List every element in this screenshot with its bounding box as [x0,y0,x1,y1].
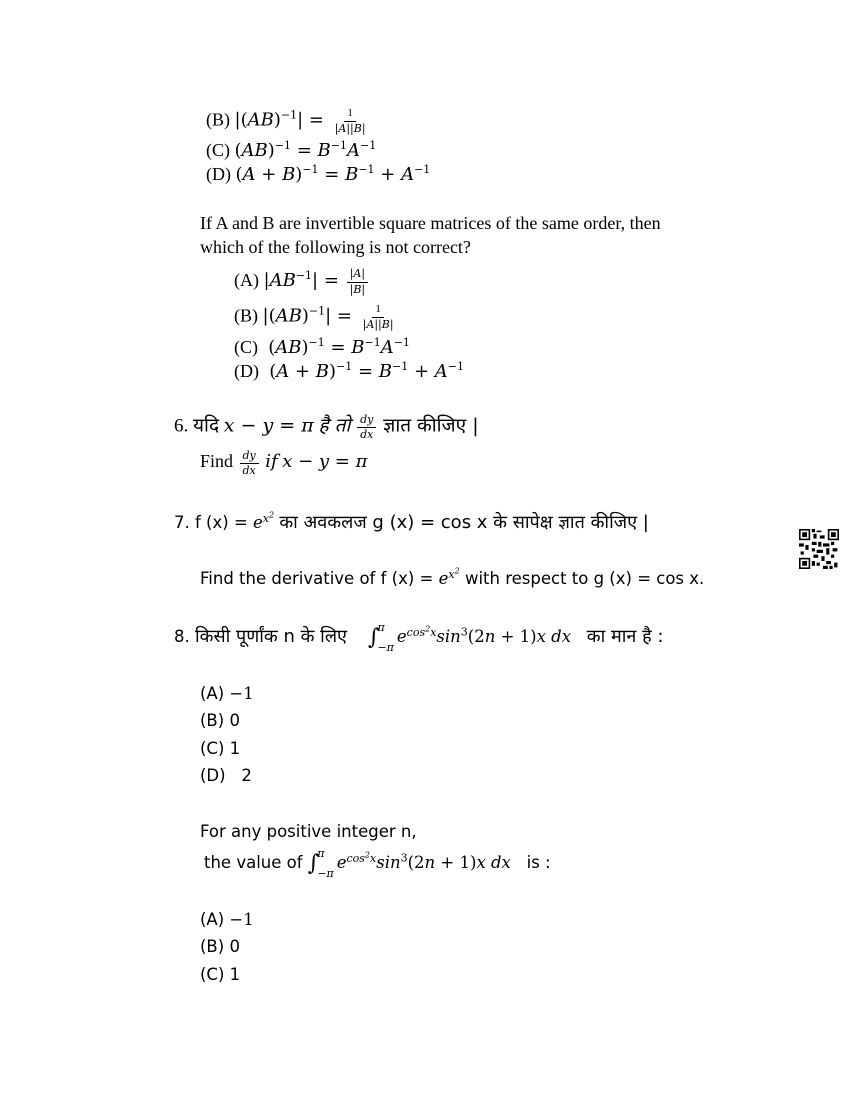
hindi-text: है तो [318,414,351,437]
option-label: (A) [234,270,259,291]
q7-hindi: 7. f $(x) = e^{x^2}$ का अवकलज g (x) = cos x के सापेक्ष ज्ञात कीजिए | [174,509,649,533]
option-label: (B) [200,711,225,730]
q5-option-a: (A) $|AB^{-1}|$ = $\frac{|A|}{|B|}$ [234,268,370,296]
option-c-prev: (C) $(AB)^{-1} = B^{-1}A^{-1}$ [206,139,377,161]
option-label: (A) [200,910,225,929]
option-value: 2 [241,766,252,785]
english-text: the value of [204,853,303,873]
q8-option-a-english [200,912,254,929]
fraction: $\frac{dy}{dx}$ [240,450,259,476]
english-text: Find the derivative of f (x) = [200,569,434,589]
hindi-text: का अवकलज g (x) = cos x के सापेक्ष ज्ञात कीजिए | [279,512,649,533]
option-value: 1 [229,739,241,758]
option-b-prev: (B) |(AB)$^{-1}$| = $\frac{1}{|A||B|}$ [206,108,371,135]
q5-option-c: (C) $(AB)^{-1} = B^{-1}A^{-1}$ [234,336,410,358]
qr-code-icon [799,529,839,569]
hindi-text: ज्ञात कीजिए | [383,414,479,437]
q5-question-line-1: If A and B are invertible square matrices of the same order, then [200,213,661,233]
integral: ∫ π −π [307,847,334,880]
text: f (x) = [195,513,248,532]
q5-question-line-2: which of the following is not correct? [200,237,471,257]
q8-option-a-hindi [200,686,254,703]
q6-hindi: 6. यदि x − y = π है तो $\frac{dy}{dx}$ ज्ञात कीजिए | [174,413,479,441]
option-label: (D) [206,164,231,184]
fraction: $\frac{1}{|A||B|}$ [334,107,366,135]
fraction: $\frac{dy}{dx}$ [357,414,376,440]
option-label: (B) [234,305,258,326]
option-value: 0 [229,937,240,956]
option-label: (C) [200,965,225,984]
integral: ∫ π −π [367,621,394,654]
option-value: −1 [229,910,254,929]
option-label: (A) [200,684,225,703]
option-value: 1 [229,965,241,984]
hindi-text: का मान है : [586,626,664,648]
fraction: $\frac{|A|}{|B|}$ [347,268,369,296]
question-number: 8. [174,627,190,647]
q5-option-d: (D) $(A + B)^{-1} = B^{-1} + A^{-1}$ [234,360,464,382]
option-value: −1 [229,684,254,703]
q8-option-c-english [200,967,240,984]
hindi-text: किसी पूर्णांक n के लिए [195,626,347,648]
q8-option-b-hindi [200,713,240,730]
q8-option-b-english [200,939,240,956]
q8-option-c-hindi [200,741,240,758]
q8-english-line-2: the value of ∫ π −π $e^{cos^2x}\sin^3(2n + 1)x$ dx is : [204,847,551,880]
option-d-prev: (D) $(A + B)^{-1} = B^{-1} + A^{-1}$ [206,163,431,185]
option-label: (C) [234,337,258,357]
q6-english: Find $\frac{dy}{dx}$ if x − y = π [200,449,368,477]
q8-option-d-hindi [200,768,252,785]
fraction: $\frac{1}{|A||B|}$ [362,303,394,331]
option-label: (B) [200,937,225,956]
english-text: is : [526,853,551,873]
english-text: with respect to g (x) = cos x. [464,569,705,589]
q7-english: Find the derivative of f $(x) = e^{x^2}$ with respect to g (x) = cos x. [200,566,705,589]
option-label: (B) [206,109,230,130]
hindi-text: यदि [193,414,220,437]
option-label: (C) [206,140,230,160]
option-value: 0 [229,711,240,730]
question-number: 6. [174,415,189,437]
english-text: Find [200,451,234,472]
q8-hindi: 8. किसी पूर्णांक n के लिए ∫ π −π $e^{cos^2x}\sin^3(2n + 1)x$ dx का मान है : [174,621,664,654]
english-text: if [265,451,278,473]
question-number: 7. [174,513,190,532]
q5-option-b: (B) |(AB)$^{-1}$| = $\frac{1}{|A||B|}$ [234,304,399,331]
option-label: (D) [200,766,226,785]
option-label: (C) [200,739,225,758]
q8-english-line-1: For any positive integer n, [200,822,417,841]
option-label: (D) [234,361,259,381]
